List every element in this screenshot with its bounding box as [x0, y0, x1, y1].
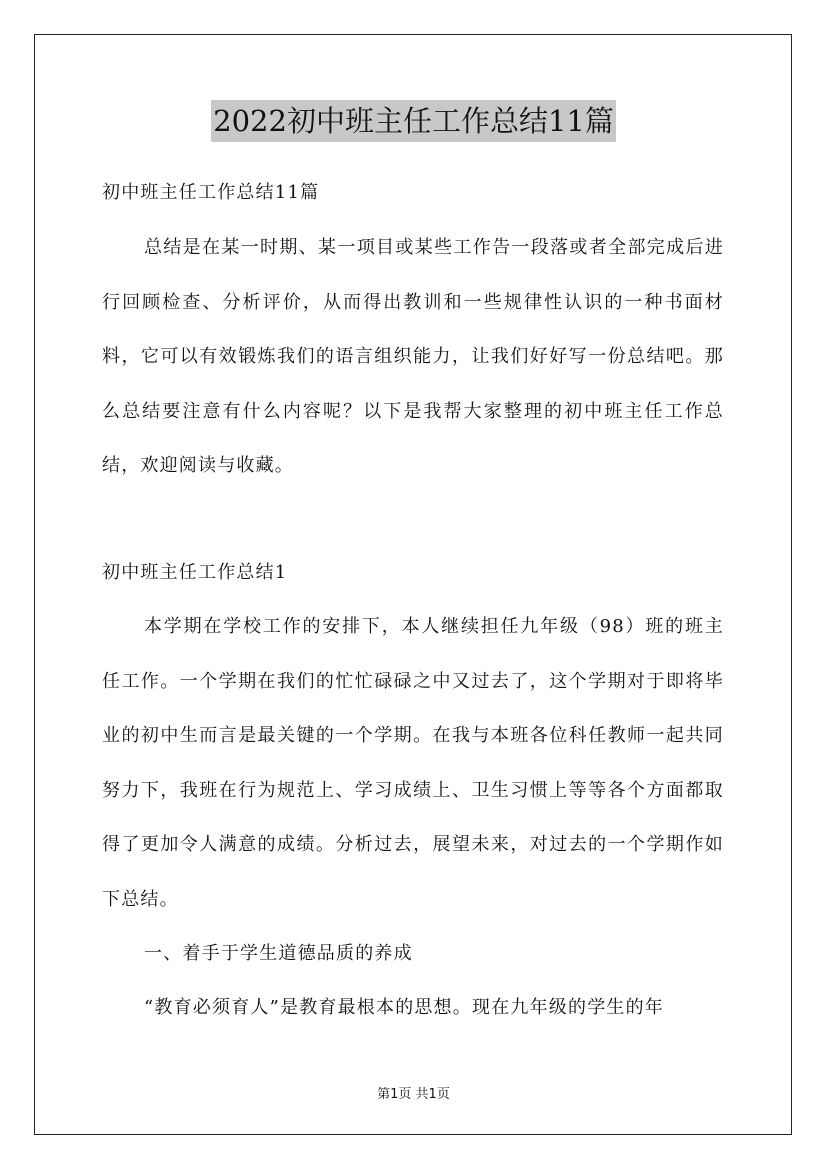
document-title: 2022初中班主任工作总结11篇 [211, 100, 616, 142]
intro-paragraph: 总结是在某一时期、某一项目或某些工作告一段落或者全部完成后进行回顾检查、分析评价，从而得出教训和一些规律性认识的一种书面材料，它可以有效锻炼我们的语言组织能力，让我们好好写一份总结吧。那么总结要注意有什么内容呢？以下是我帮大家整理的初中班主任工作总结，欢迎阅读与收藏。 [102, 237, 724, 476]
section1-block [102, 600, 724, 1036]
point1-heading: 一、着手于学生道德品质的养成 [144, 943, 413, 964]
title-wrap [0, 100, 827, 142]
section1-heading: 初中班主任工作总结1 [102, 562, 288, 583]
subtitle-heading: 初中班主任工作总结11篇 [102, 182, 320, 203]
section1-paragraph: 本学期在学校工作的安排下，本人继续担任九年级（98）班的班主任工作。一个学期在我们的忙忙碌碌之中又过去了，这个学期对于即将毕业的初中生而言是最关键的一个学期。在我与本班各位科任教师一起共同努力下，我班在行为规范上、学习成绩上、卫生习惯上等等各个方面都取得了更加令人满意的成绩。分析过去，展望未来，对过去的一个学期作如下总结。 [102, 616, 724, 910]
point1-paragraph: “教育必须育人”是教育最根本的思想。现在九年级的学生的年 [144, 997, 665, 1018]
page-footer: 第1页 共1页 [377, 1087, 450, 1102]
intro-block [102, 221, 724, 494]
